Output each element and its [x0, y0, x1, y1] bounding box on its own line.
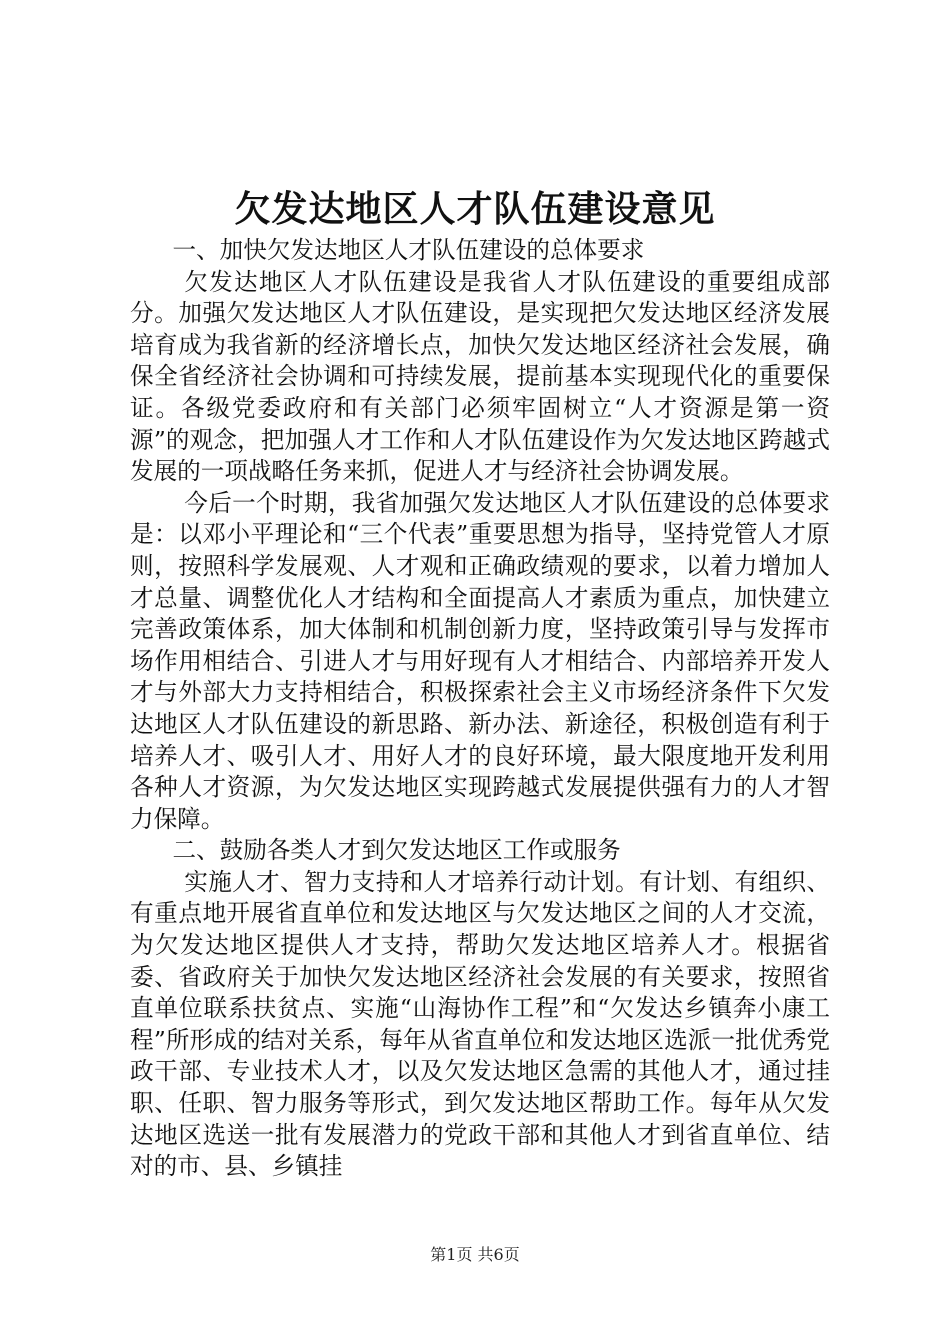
- section-heading-1: 一、加快欠发达地区人才队伍建设的总体要求: [172, 236, 645, 264]
- section-heading-2: 二、鼓励各类人才到欠发达地区工作或服务: [172, 836, 621, 865]
- document-body: [130, 235, 830, 1183]
- paragraph-3: 实施人才、智力支持和人才培养行动计划。有计划、有组织、有重点地开展省直单位和发达地区与欠发达地区之间的人才交流，为欠发达地区提供人才支持，帮助欠发达地区培养人才。根据省委、省政府关于加快欠发达地区经济社会发展的有关要求，按照省直单位联系扶贫点、实施“山海协作工程”和“欠发达乡镇奔小康工程”所形成的结对关系，每年从省直单位和发达地区选派一批优秀党政干部、专业技术人才，以及欠发达地区急需的其他人才，通过挂职、任职、智力服务等形式，到欠发达地区帮助工作。每年从欠发达地区选送一批有发展潜力的党政干部和其他人才到省直单位、结对的市、县、乡镇挂: [130, 867, 830, 1181]
- paragraph-2: 今后一个时期，我省加强欠发达地区人才队伍建设的总体要求是：以邓小平理论和“三个代表”重要思想为指导，坚持党管人才原则，按照科学发展观、人才观和正确政绩观的要求，以着力增加人才总量、调整优化人才结构和全面提高人才素质为重点，加快建立完善政策体系，加大体制和机制创新力度，坚持政策引导与发挥市场作用相结合、引进人才与用好现有人才相结合、内部培养开发人才与外部大力支持相结合，积极探索社会主义市场经济条件下欠发达地区人才队伍建设的新思路、新办法、新途径，积极创造有利于培养人才、吸引人才、用好人才的良好环境，最大限度地开发利用各种人才资源，为欠发达地区实现跨越式发展提供强有力的人才智力保障。: [130, 488, 830, 833]
- page-footer: 第1页 共6页: [430, 1245, 520, 1264]
- paragraph-1: 欠发达地区人才队伍建设是我省人才队伍建设的重要组成部分。加强欠发达地区人才队伍建设，是实现把欠发达地区经济发展培育成为我省新的经济增长点，加快欠发达地区经济社会发展，确保全省经济社会协调和可持续发展，提前基本实现现代化的重要保证。各级党委政府和有关部门必须牢固树立“人才资源是第一资源”的观念，把加强人才工作和人才队伍建设作为欠发达地区跨越式发展的一项战略任务来抓，促进人才与经济社会协调发展。: [130, 267, 830, 486]
- document-title: 欠发达地区人才队伍建设意见: [234, 188, 716, 230]
